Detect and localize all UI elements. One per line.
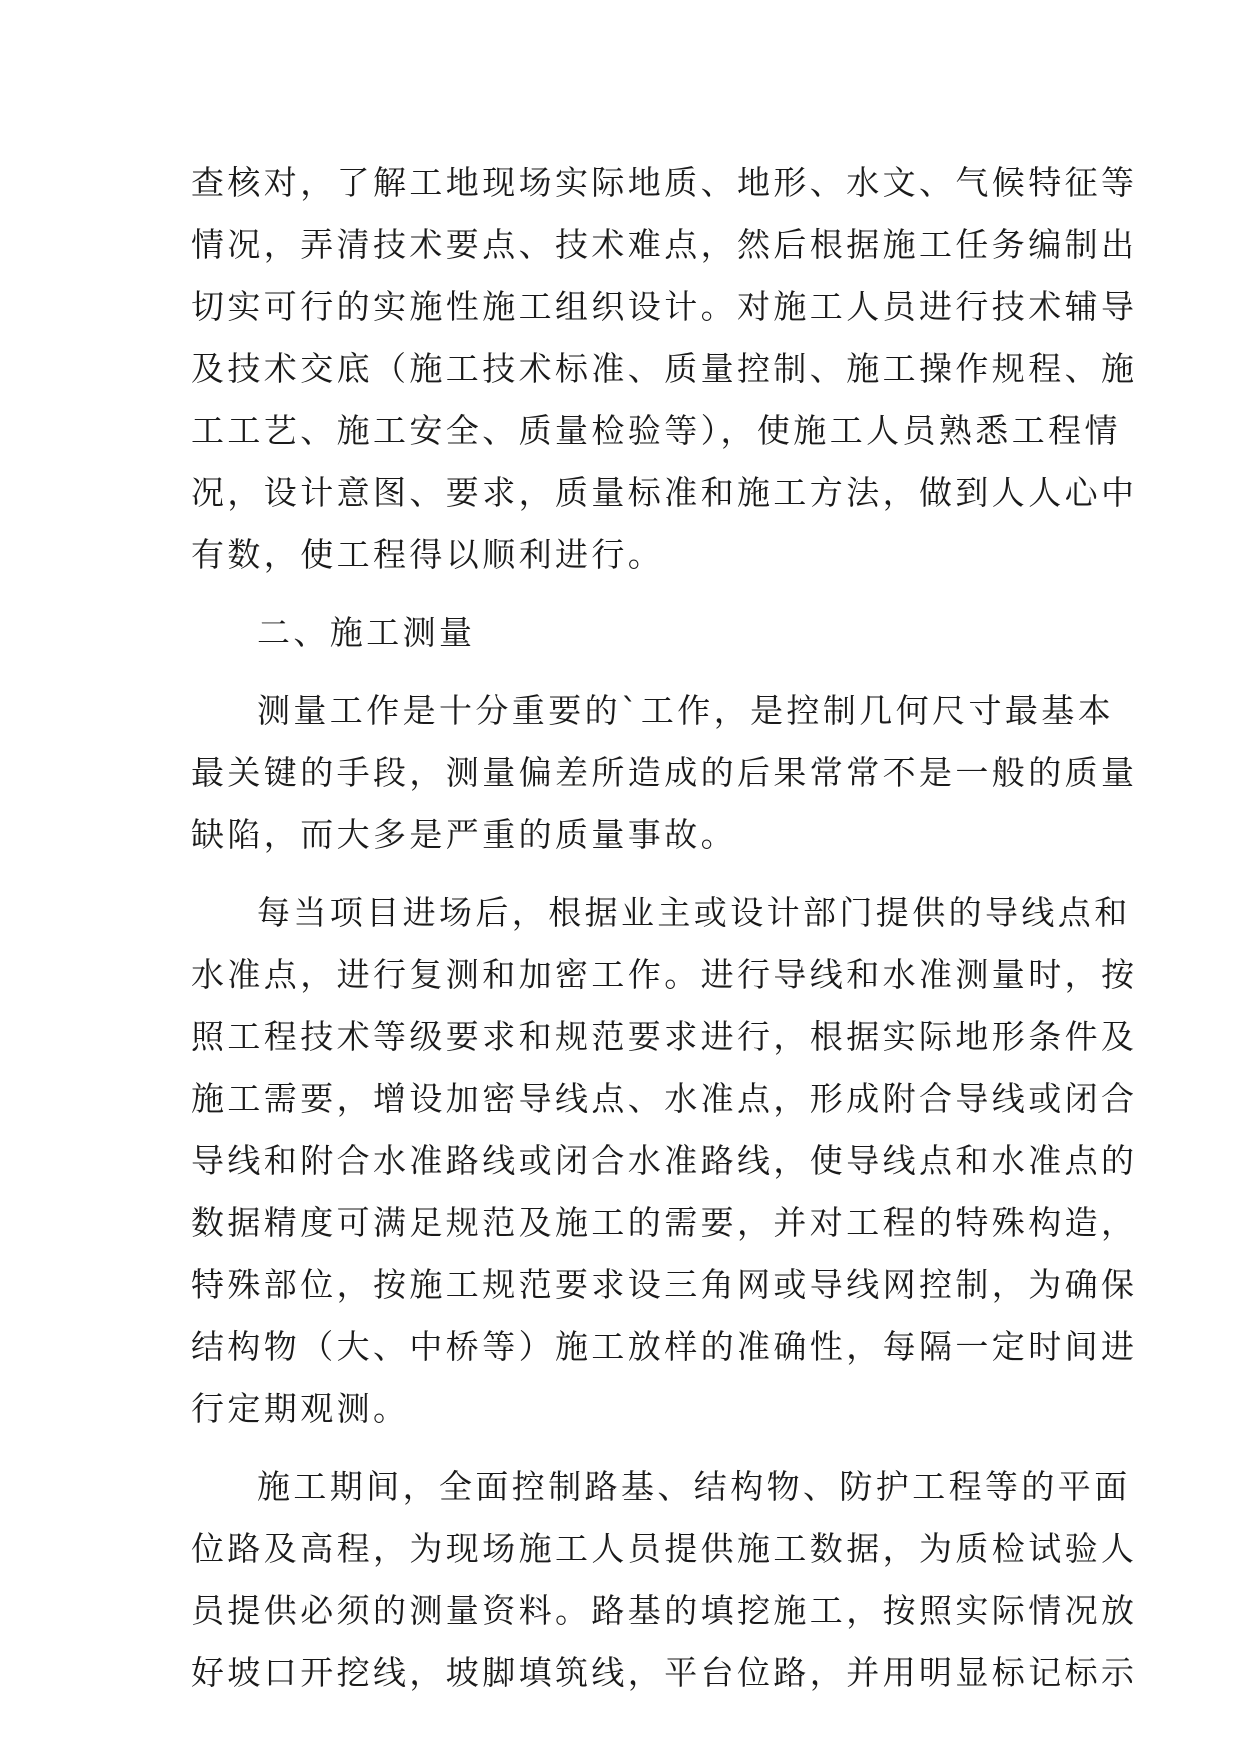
text-line: 施工期间，全面控制路基、结构物、防护工程等的平面 xyxy=(257,1467,1131,1506)
paragraph-survey-procedure xyxy=(191,882,1138,1440)
section-heading-construction-survey xyxy=(191,602,1063,664)
text-line: 最关键的手段，测量偏差所造成的后果常常不是一般的质量 xyxy=(191,753,1138,792)
text-line: 况，设计意图、要求，质量标准和施工方法，做到人人心中 xyxy=(191,473,1138,512)
text-line: 缺陷，而大多是严重的质量事故。 xyxy=(191,815,737,854)
text-line: 施工需要，增设加密导线点、水准点，形成附合导线或闭合 xyxy=(191,1079,1138,1118)
text-line: 位路及高程，为现场施工人员提供施工数据，为质检试验人 xyxy=(191,1529,1138,1568)
text-line: 测量工作是十分重要的`工作，是控制几何尺寸最基本 xyxy=(257,691,1115,730)
text-line: 好坡口开挖线，坡脚填筑线，平台位路，并用明显标记标示 xyxy=(191,1653,1138,1692)
text-line: 切实可行的实施性施工组织设计。对施工人员进行技术辅导 xyxy=(191,287,1138,326)
document-body xyxy=(191,152,1138,1704)
text-line: 数据精度可满足规范及施工的需要，并对工程的特殊构造， xyxy=(191,1203,1138,1242)
text-line: 结构物（大、中桥等）施工放样的准确性，每隔一定时间进 xyxy=(191,1327,1138,1366)
text-line: 工工艺、施工安全、质量检验等），使施工人员熟悉工程情 xyxy=(191,411,1121,450)
text-line: 每当项目进场后，根据业主或设计部门提供的导线点和 xyxy=(257,893,1131,932)
text-line: 及技术交底（施工技术标准、质量控制、施工操作规程、施 xyxy=(191,349,1138,388)
text-line: 导线和附合水准路线或闭合水准路线，使导线点和水准点的 xyxy=(191,1141,1138,1180)
paragraph-construction-period xyxy=(191,1456,1138,1704)
paragraph-intro-continued xyxy=(191,152,1138,586)
text-line: 水准点，进行复测和加密工作。进行导线和水准测量时，按 xyxy=(191,955,1138,994)
text-line: 情况，弄清技术要点、技术难点，然后根据施工任务编制出 xyxy=(191,225,1138,264)
section-heading: 二、施工测量 xyxy=(257,613,476,652)
text-line: 行定期观测。 xyxy=(191,1389,410,1428)
text-line: 查核对，了解工地现场实际地质、地形、水文、气候特征等 xyxy=(191,163,1138,202)
paragraph-survey-importance xyxy=(191,680,1138,866)
text-line: 特殊部位，按施工规范要求设三角网或导线网控制，为确保 xyxy=(191,1265,1138,1304)
text-line: 照工程技术等级要求和规范要求进行，根据实际地形条件及 xyxy=(191,1017,1138,1056)
text-line: 员提供必须的测量资料。路基的填挖施工，按照实际情况放 xyxy=(191,1591,1138,1630)
text-line: 有数，使工程得以顺利进行。 xyxy=(191,535,665,574)
